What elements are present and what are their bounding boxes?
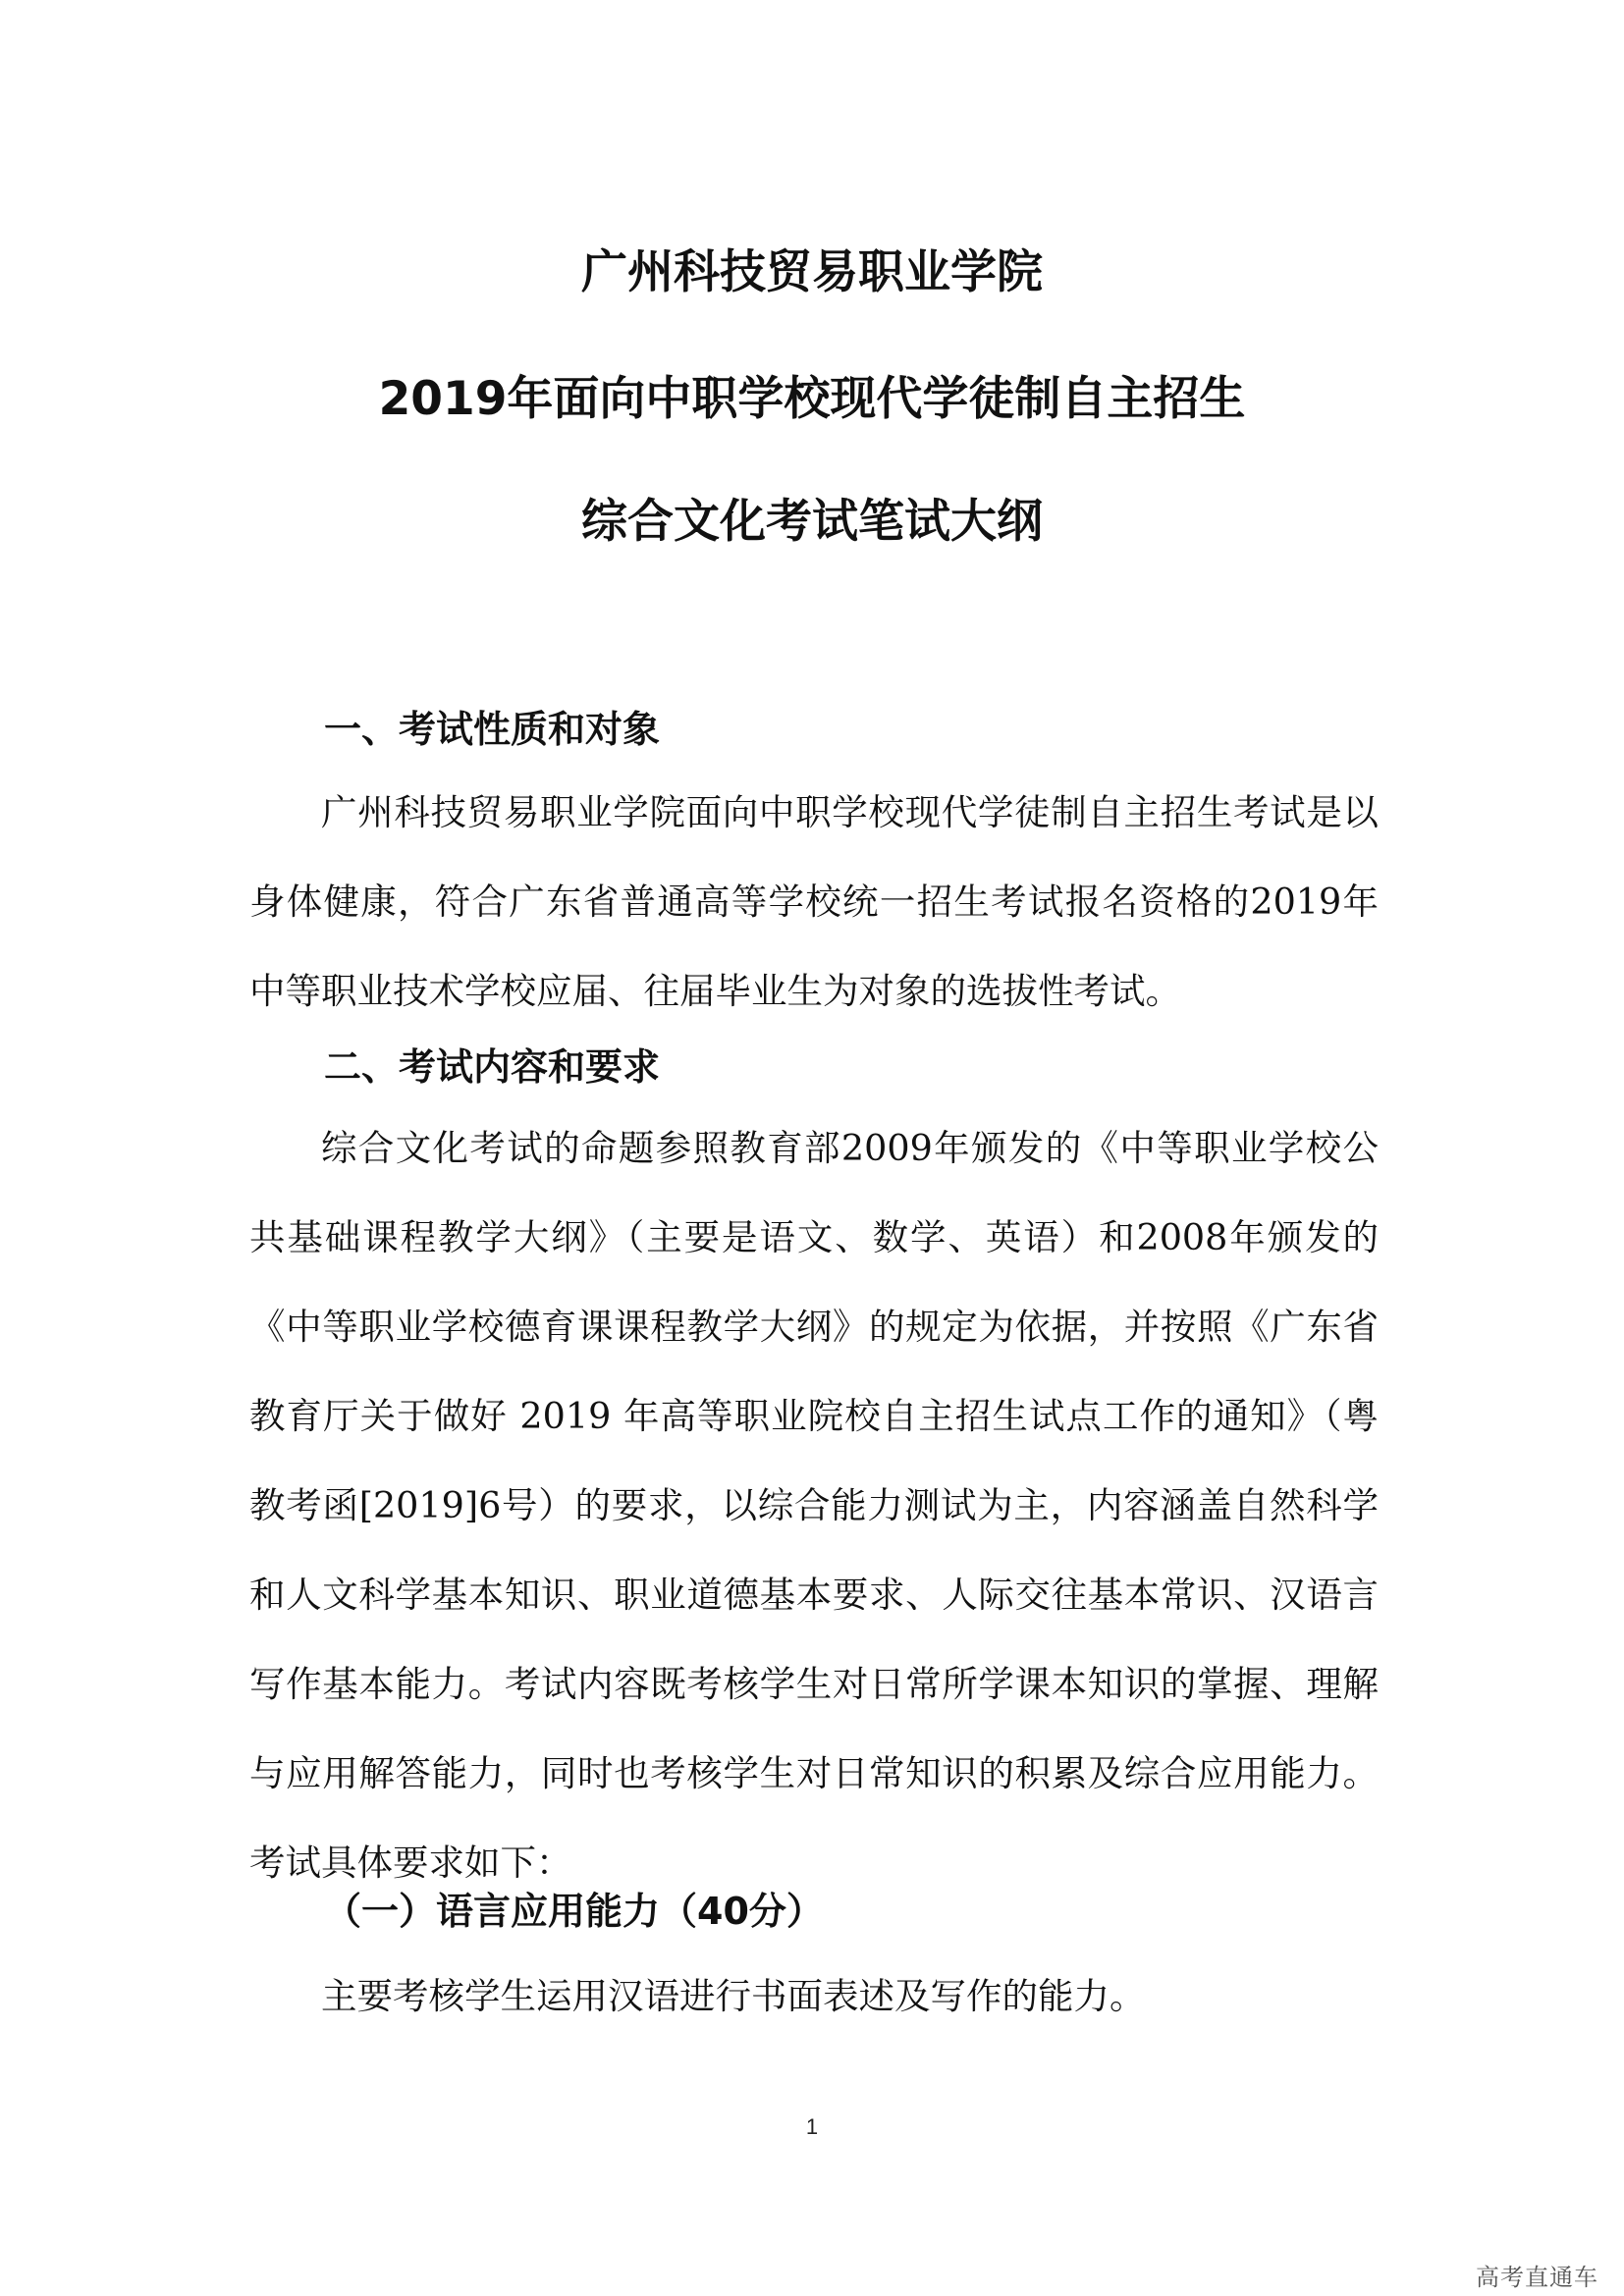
section-paragraph-exam-content: 综合文化考试的命题参照教育部2009年颁发的《中等职业学校公共基础课程教学大纲》（主要是语文、数学、英语）和2008年颁发的《中等职业学校德育课课程教学大纲》的规定为依据，并按照《广东省教育厅关于做好 2019 年高等职业院校自主招生试点工作的通知》（粤教考函[2019]6号）的要求，以综合能力测试为主，内容涵盖自然科学和人文科学基本知识、职业道德基本要求、人际交往基本常识、汉语言写作基本能力。考试内容既考核学生对日常所学课本知识的掌握、理解与应用解答能力，同时也考核学生对日常知识的积累及综合应用能力。考试具体要求如下：	[249, 1127, 1379, 1884]
watermark-text: 高考直通车	[1476, 2264, 1598, 2291]
document-title-line-2: 2019年面向中职学校现代学徒制自主招生	[378, 372, 1246, 426]
document-title-line-1: 广州科技贸易职业学院	[581, 245, 1043, 299]
subsection-paragraph-language-ability: 主要考核学生运用汉语进行书面表述及写作的能力。	[321, 1975, 1146, 2017]
page-number: 1	[805, 2114, 819, 2139]
document-title-line-3: 综合文化考试笔试大纲	[581, 495, 1043, 549]
section-heading-exam-content: 二、考试内容和要求	[324, 1045, 661, 1089]
section-paragraph-exam-nature: 广州科技贸易职业学院面向中职学校现代学徒制自主招生考试是以身体健康，符合广东省普通高等学校统一招生考试报名资格的2019年中等职业技术学校应届、往届毕业生为对象的选拔性考试。	[249, 791, 1379, 1012]
subsection-heading-language-ability: （一）语言应用能力（40分）	[324, 1890, 824, 1933]
section-heading-exam-nature: 一、考试性质和对象	[324, 708, 661, 751]
